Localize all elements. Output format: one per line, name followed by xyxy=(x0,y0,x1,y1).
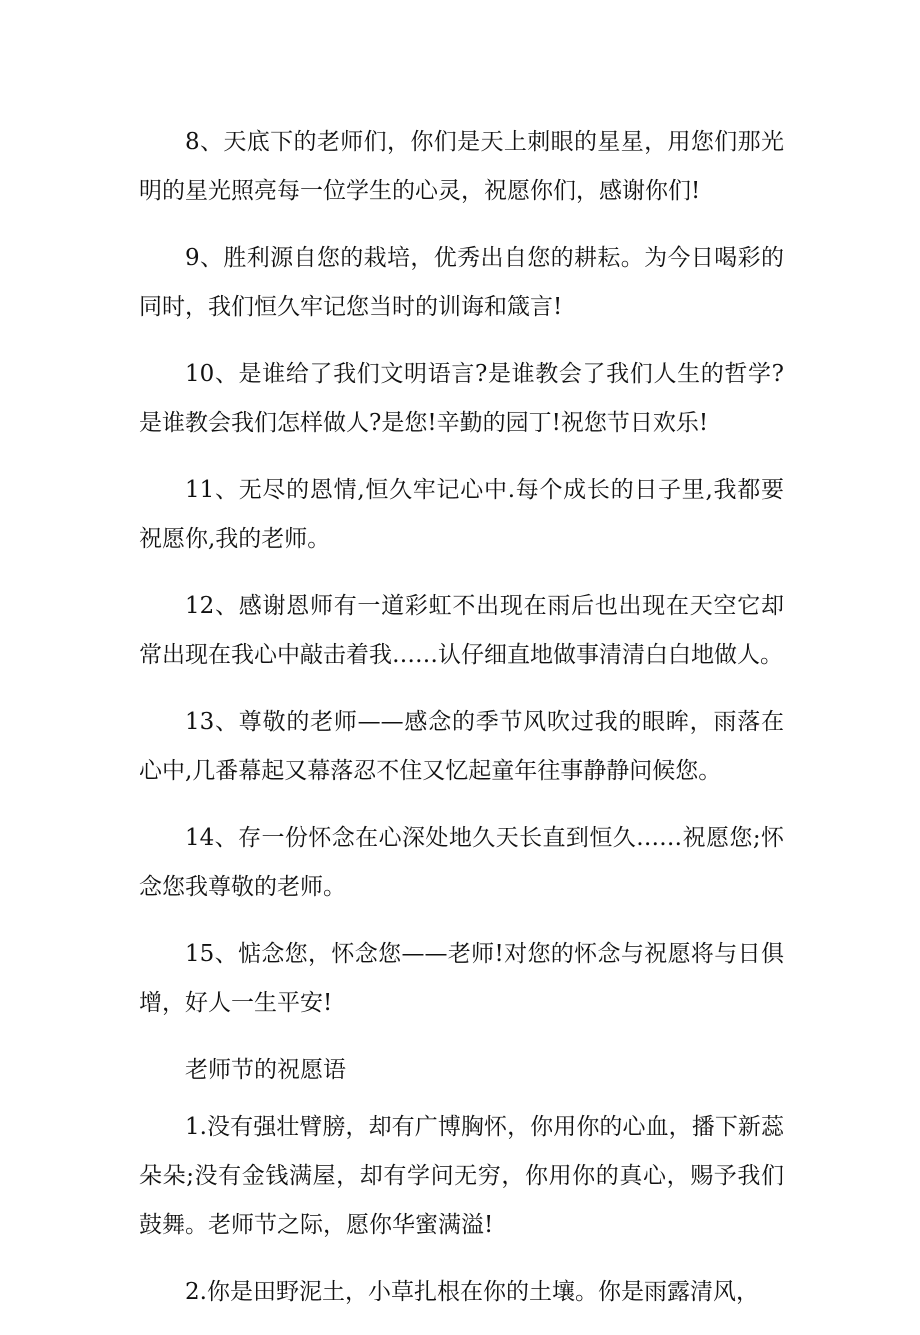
blessing-1: 1.没有强壮臂膀，却有广博胸怀，你用你的心血，播下新蕊朵朵;没有金钱满屋，却有学问无穷，你用你的真心，赐予我们鼓舞。老师节之际，愿你华蜜满溢! xyxy=(139,1114,784,1238)
paragraph-13: 13、尊敬的老师——感念的季节风吹过我的眼眸，雨落在心中,几番幕起又幕落忍不住又忆起童年往事静静问候您。 xyxy=(139,709,784,784)
paragraph-10: 10、是谁给了我们文明语言?是谁教会了我们人生的哲学?是谁教会我们怎样做人?是您!辛勤的园丁!祝您节日欢乐! xyxy=(139,361,784,436)
blessing-2: 2.你是田野泥土，小草扎根在你的土壤。你是雨露清风， xyxy=(185,1279,759,1305)
paragraph-9: 9、胜利源自您的栽培，优秀出自您的耕耘。为今日喝彩的同时，我们恒久牢记您当时的训诲和箴言! xyxy=(139,245,784,320)
paragraph-15: 15、惦念您，怀念您——老师!对您的怀念与祝愿将与日俱增，好人一生平安! xyxy=(139,941,784,1016)
paragraph-12: 12、感谢恩师有一道彩虹不出现在雨后也出现在天空它却常出现在我心中敲击着我……认仔细直地做事清清白白地做人。 xyxy=(139,593,784,668)
section-heading: 老师节的祝愿语 xyxy=(185,1057,346,1083)
paragraph-14: 14、存一份怀念在心深处地久天长直到恒久……祝愿您;怀念您我尊敬的老师。 xyxy=(139,825,784,900)
paragraph-11: 11、无尽的恩情,恒久牢记心中.每个成长的日子里,我都要祝愿你,我的老师。 xyxy=(139,477,784,552)
document-body xyxy=(139,118,784,1335)
paragraph-8: 8、天底下的老师们，你们是天上刺眼的星星，用您们那光明的星光照亮每一位学生的心灵，祝愿你们，感谢你们! xyxy=(139,129,784,204)
